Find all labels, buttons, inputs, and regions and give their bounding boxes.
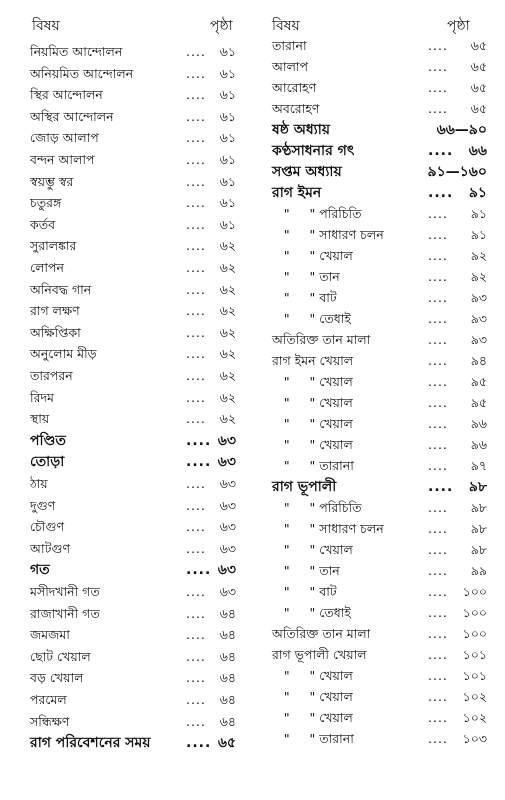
toc-header: [0, 16, 250, 36]
leader-dots: ....: [186, 216, 206, 232]
leader-dots: ....: [428, 710, 448, 725]
toc-entry: [0, 258, 250, 278]
entry-page: ৯৬: [470, 437, 487, 452]
leader-dots: ....: [428, 626, 448, 641]
leader-dots: ....: [428, 542, 448, 557]
leader-dots: ....: [186, 108, 206, 124]
entry-title: ছোট খেয়াল: [30, 648, 91, 664]
toc-entry: [0, 690, 250, 710]
leader-dots: ....: [186, 627, 206, 643]
toc-entry: [0, 42, 250, 62]
leader-dots: ....: [186, 519, 206, 535]
leader-dots: ....: [428, 80, 448, 95]
leader-dots: ....: [186, 562, 212, 579]
toc-entry: [0, 366, 250, 386]
entry-title: রাগ পরিবেশনের সময়: [30, 735, 151, 752]
entry-title: " " খেয়াল: [272, 437, 353, 452]
entry-page: ৬২: [219, 260, 236, 275]
entry-page: ৬৪: [219, 692, 236, 707]
toc-entry: [252, 351, 505, 371]
toc-entry: [0, 517, 250, 537]
entry-page: ৯১: [470, 227, 487, 242]
toc-entry: [0, 323, 250, 343]
entry-page: ৬১: [219, 216, 236, 232]
entry-page: ৬৬—৯০: [436, 122, 487, 138]
leader-dots: ....: [186, 735, 212, 752]
entry-title: রিদম: [30, 389, 54, 405]
entry-page: ৬৪: [219, 713, 236, 729]
entry-title: অতিরিক্ত তান মালা: [272, 626, 371, 641]
entry-title: ঠায়: [30, 476, 48, 491]
toc-entry: [252, 393, 505, 413]
entry-title: সন্ধিক্ষণ: [30, 713, 70, 729]
leader-dots: ....: [186, 173, 206, 189]
toc-entry: [252, 624, 505, 644]
toc-entry: [0, 647, 250, 667]
toc-entry: [252, 708, 505, 728]
toc-entry: [252, 582, 505, 602]
leader-dots: ....: [186, 65, 206, 81]
header-page: পৃষ্ঠা: [210, 18, 233, 34]
entry-page: ৬২: [219, 368, 236, 383]
entry-page: ৬৩: [217, 432, 236, 449]
leader-dots: ....: [428, 521, 448, 536]
entry-title: রাগ ইমন: [272, 185, 322, 201]
entry-title: " " বাট: [272, 290, 337, 305]
entry-title: চতুরঙ্গ: [30, 195, 62, 211]
entry-title: আরোহণ: [272, 80, 317, 95]
entry-page: ৬২: [219, 324, 236, 340]
entry-page: ৬৬: [468, 143, 487, 159]
entry-title: " " খেয়াল: [272, 710, 353, 725]
leader-dots: ....: [428, 38, 448, 53]
toc-entry: [0, 301, 250, 321]
entry-page: ১০০: [462, 584, 487, 599]
entry-title: " " খেয়াল: [272, 542, 353, 557]
entry-title: বড় খেয়াল: [30, 670, 84, 686]
leader-dots: ....: [186, 411, 206, 427]
leader-dots: ....: [186, 238, 206, 254]
toc-entry: [252, 204, 505, 224]
entry-page: ৯৮: [468, 479, 487, 495]
entry-page: ৬৪: [219, 605, 236, 621]
leader-dots: ....: [428, 185, 454, 201]
entry-title: " " তেধাই: [272, 311, 351, 326]
toc-entry: [252, 666, 505, 686]
entry-title: কণ্ঠসাধনার গৎ: [272, 143, 355, 159]
entry-page: ৯৭: [470, 458, 487, 473]
entry-title: " " খেয়াল: [272, 395, 353, 410]
entry-title: সপ্তম অধ্যায়: [272, 164, 342, 180]
entry-page: ৬১: [219, 108, 236, 124]
entry-page: ১০২: [462, 710, 487, 725]
toc-entry: [0, 496, 250, 516]
leader-dots: ....: [428, 332, 448, 347]
entry-page: ৬২: [219, 389, 236, 405]
entry-page: ৬১: [219, 195, 236, 211]
entry-title: " " পরিচিতি: [272, 206, 362, 221]
leader-dots: ....: [428, 605, 448, 620]
entry-page: ৬১: [219, 44, 236, 59]
entry-page: ৬২: [219, 411, 236, 427]
toc-entry: [0, 64, 250, 84]
entry-page: ৬১: [219, 65, 236, 81]
leader-dots: ....: [428, 374, 448, 389]
leader-dots: ....: [428, 584, 448, 599]
entry-title: চৌগুণ: [30, 519, 65, 535]
entry-title: " " তারানা: [272, 731, 354, 746]
toc-entry: [252, 477, 505, 497]
entry-page: ৯৮: [470, 521, 487, 536]
entry-title: তারপরন: [30, 368, 73, 383]
toc-entry: [252, 729, 505, 749]
entry-page: ১০১: [462, 647, 487, 662]
entry-title: মসীদখানী গত: [30, 584, 100, 599]
leader-dots: ....: [428, 647, 448, 662]
leader-dots: ....: [428, 668, 448, 683]
toc-entry: [0, 625, 250, 645]
toc-entry: [0, 733, 250, 753]
toc-entry: [0, 604, 250, 624]
entry-title: গত: [30, 562, 50, 579]
entry-title: আলাপ: [272, 59, 309, 74]
header-page: পৃষ্ঠা: [447, 18, 470, 34]
entry-page: ৬২: [219, 281, 236, 297]
leader-dots: ....: [428, 458, 448, 473]
toc-entry: [252, 456, 505, 476]
entry-page: ৯১—১৬০: [427, 164, 487, 180]
toc-entry: [0, 193, 250, 213]
entry-page: ৯৫: [470, 374, 487, 389]
entry-title: অবরোহণ: [272, 101, 320, 116]
leader-dots: ....: [186, 130, 206, 146]
toc-entry: [0, 236, 250, 256]
leader-dots: ....: [428, 269, 448, 284]
leader-dots: ....: [186, 605, 206, 621]
entry-title: কর্তব: [30, 216, 56, 232]
entry-page: ৬৩: [217, 562, 236, 579]
toc-entry: [0, 474, 250, 494]
entry-page: ১০০: [462, 626, 487, 641]
entry-title: জমজমা: [30, 627, 70, 643]
entry-title: " " খেয়াল: [272, 416, 353, 431]
entry-title: " " তান: [272, 563, 340, 578]
toc-entry: [252, 519, 505, 539]
toc-entry: [252, 36, 505, 56]
entry-title: পরমেল: [30, 692, 67, 707]
toc-entry: [252, 540, 505, 560]
leader-dots: ....: [186, 303, 206, 319]
entry-title: " " তান: [272, 269, 340, 284]
entry-page: ৬১: [219, 152, 236, 167]
leader-dots: ....: [428, 143, 454, 159]
entry-page: ৬৩: [219, 540, 236, 556]
entry-page: ৯৩: [470, 290, 487, 305]
toc-entry: [252, 414, 505, 434]
toc-entry: [0, 539, 250, 559]
entry-title: " " পরিচিতি: [272, 500, 362, 515]
entry-title: " " সাধারণ চলন: [272, 521, 384, 536]
toc-entry: [0, 712, 250, 732]
entry-page: ৬৫: [217, 735, 236, 752]
toc-entry: [252, 225, 505, 245]
toc-entry: [0, 560, 250, 580]
toc-entry: [0, 582, 250, 602]
leader-dots: ....: [428, 353, 448, 368]
entry-title: অস্থির আন্দোলন: [30, 108, 114, 124]
entry-title: ষষ্ঠ অধ্যায়: [272, 122, 331, 138]
toc-entry: [252, 330, 505, 350]
leader-dots: ....: [186, 346, 206, 362]
entry-title: স্বয়ম্ভু স্বর: [30, 173, 74, 189]
toc-entry: [0, 107, 250, 127]
toc-entry: [0, 452, 250, 472]
entry-page: ৬২: [219, 238, 236, 254]
toc-entry: [0, 409, 250, 429]
toc-entry: [252, 603, 505, 623]
leader-dots: ....: [428, 311, 448, 326]
entry-title: রাগ ইমন খেয়াল: [272, 353, 354, 368]
entry-page: ৯৯: [470, 563, 487, 578]
entry-page: ৬৪: [219, 670, 236, 686]
entry-title: " " খেয়াল: [272, 248, 353, 263]
entry-page: ১০৩: [462, 731, 487, 746]
entry-title: দুগুণ: [30, 497, 56, 513]
toc-entry: [252, 246, 505, 266]
toc-entry: [252, 309, 505, 329]
toc-entry: [252, 687, 505, 707]
leader-dots: ....: [428, 206, 448, 221]
toc-entry: [0, 215, 250, 235]
entry-page: ৬২: [219, 346, 236, 362]
entry-title: অনিয়মিত আন্দোলন: [30, 65, 134, 81]
leader-dots: ....: [428, 227, 448, 242]
entry-title: " " তারানা: [272, 458, 354, 473]
entry-page: ৬৩: [217, 454, 236, 471]
leader-dots: ....: [186, 648, 206, 664]
leader-dots: ....: [428, 563, 448, 578]
entry-page: ৬১: [219, 130, 236, 146]
leader-dots: ....: [186, 713, 206, 729]
entry-title: রাগ ভূপালী: [272, 479, 337, 495]
entry-page: ৬৫: [470, 101, 487, 116]
entry-title: নিয়মিত আন্দোলন: [30, 44, 123, 59]
entry-page: ৬৩: [219, 584, 236, 599]
entry-title: তারানা: [272, 38, 307, 53]
entry-page: ৯৪: [470, 353, 487, 368]
leader-dots: ....: [428, 290, 448, 305]
entry-page: ১০২: [462, 689, 487, 704]
toc-entry: [252, 288, 505, 308]
entry-title: " " তেধাই: [272, 605, 351, 620]
leader-dots: ....: [186, 432, 212, 449]
toc-entry: [252, 162, 505, 182]
leader-dots: ....: [428, 416, 448, 431]
leader-dots: ....: [428, 689, 448, 704]
leader-dots: ....: [186, 454, 212, 471]
toc-entry: [252, 183, 505, 203]
entry-title: রাজাখানী গত: [30, 605, 100, 621]
entry-title: " " বাট: [272, 584, 337, 599]
toc-entry: [0, 172, 250, 192]
toc-entry: [252, 435, 505, 455]
entry-title: অতিরিক্ত তান মালা: [272, 332, 371, 347]
toc-entry: [0, 668, 250, 688]
entry-page: ৬১: [219, 173, 236, 189]
toc-entry: [0, 280, 250, 300]
toc-entry: [0, 388, 250, 408]
entry-page: ৬৫: [470, 80, 487, 95]
entry-title: রাগ লক্ষণ: [30, 303, 80, 319]
entry-page: ৯১: [470, 206, 487, 221]
toc-entry: [252, 561, 505, 581]
entry-title: স্থায়: [30, 411, 50, 427]
entry-page: ৬৫: [470, 38, 487, 53]
leader-dots: ....: [186, 389, 206, 405]
toc-entry: [0, 431, 250, 451]
entry-page: ১০০: [462, 605, 487, 620]
leader-dots: ....: [428, 248, 448, 263]
entry-page: ৬২: [219, 303, 236, 319]
entry-title: বন্দন আলাপ: [30, 152, 95, 167]
leader-dots: ....: [186, 670, 206, 686]
leader-dots: ....: [186, 281, 206, 297]
entry-page: ৬৪: [219, 648, 236, 664]
entry-page: ৬৩: [219, 497, 236, 513]
leader-dots: ....: [186, 87, 206, 103]
leader-dots: ....: [186, 324, 206, 340]
entry-title: স্থির আন্দোলন: [30, 87, 103, 103]
toc-entry: [0, 85, 250, 105]
leader-dots: ....: [186, 260, 206, 275]
entry-title: " " খেয়াল: [272, 689, 353, 704]
entry-page: ৯৩: [470, 311, 487, 326]
entry-title: " " খেয়াল: [272, 374, 353, 389]
leader-dots: ....: [186, 368, 206, 383]
header-subject: বিষয়: [32, 18, 60, 34]
entry-title: " " খেয়াল: [272, 668, 353, 683]
entry-title: সুরালঙ্কার: [30, 238, 77, 254]
leader-dots: ....: [186, 584, 206, 599]
entry-title: অনিবদ্ধ গান: [30, 281, 92, 297]
entry-page: ৯৮: [470, 542, 487, 557]
entry-page: ৯৬: [470, 416, 487, 431]
leader-dots: ....: [428, 500, 448, 515]
toc-entry: [252, 645, 505, 665]
entry-page: ৯২: [470, 248, 487, 263]
toc-entry: [252, 99, 505, 119]
toc-entry: [252, 78, 505, 98]
entry-page: ৯৩: [470, 332, 487, 347]
entry-title: অনুলোম মীড়: [30, 346, 97, 362]
entry-title: আটগুণ: [30, 540, 71, 556]
entry-title: অক্ষিপ্তিকা: [30, 324, 81, 340]
leader-dots: ....: [186, 195, 206, 211]
leader-dots: ....: [186, 44, 206, 59]
entry-page: ৬৫: [470, 59, 487, 74]
toc-entry: [252, 57, 505, 77]
entry-title: " " সাধারণ চলন: [272, 227, 384, 242]
entry-page: ৯২: [470, 269, 487, 284]
entry-page: ৬৪: [219, 627, 236, 643]
leader-dots: ....: [428, 101, 448, 116]
header-subject: বিষয়: [272, 18, 300, 34]
entry-title: জোড় আলাপ: [30, 130, 99, 146]
leader-dots: ....: [186, 540, 206, 556]
entry-title: রাগ ভূপালী খেয়াল: [272, 647, 367, 662]
entry-page: ৬৩: [219, 476, 236, 491]
toc-entry: [252, 267, 505, 287]
entry-title: পণ্ডিত: [30, 432, 66, 449]
leader-dots: ....: [186, 152, 206, 167]
toc-entry: [0, 150, 250, 170]
leader-dots: ....: [186, 476, 206, 491]
leader-dots: ....: [428, 395, 448, 410]
entry-page: ৯১: [468, 185, 487, 201]
toc-entry: [252, 498, 505, 518]
entry-page: ১০১: [462, 668, 487, 683]
entry-page: ৯৮: [470, 500, 487, 515]
toc-entry: [0, 128, 250, 148]
entry-page: ৬১: [219, 87, 236, 103]
leader-dots: ....: [428, 59, 448, 74]
toc-entry: [0, 344, 250, 364]
leader-dots: ....: [428, 479, 454, 495]
entry-page: ৯৫: [470, 395, 487, 410]
toc-entry: [252, 372, 505, 392]
leader-dots: ....: [186, 497, 206, 513]
entry-title: লোপন: [30, 260, 64, 275]
leader-dots: ....: [428, 731, 448, 746]
leader-dots: ....: [428, 437, 448, 452]
toc-header: [252, 16, 505, 36]
toc-entry: [252, 141, 505, 161]
entry-title: তোড়া: [30, 454, 65, 471]
leader-dots: ....: [186, 692, 206, 707]
toc-entry: [252, 120, 505, 140]
entry-page: ৬৩: [219, 519, 236, 535]
